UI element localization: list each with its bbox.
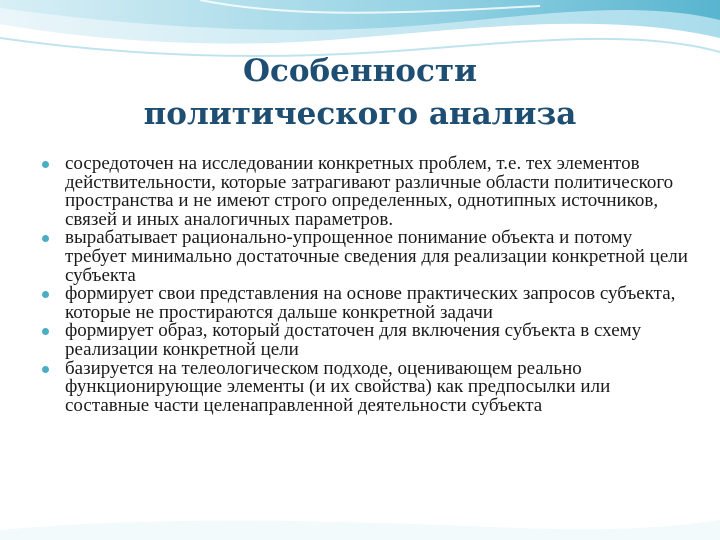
footer-wave-decoration (0, 500, 720, 540)
title-line-2: политического анализа (143, 96, 577, 132)
list-item (42, 229, 692, 285)
bullet-icon (42, 161, 49, 168)
bullet-text: базируется на телеологическом подходе, оценивающем реально функционирующие элементы (и их свойства) как предпосылки или составные части целенаправленной деятельности субъекта (65, 357, 611, 416)
slide-title (0, 50, 720, 136)
title-line-1: Особенности (242, 53, 478, 89)
bullet-icon (42, 328, 49, 335)
bullet-icon (42, 235, 49, 242)
bullet-icon (42, 366, 49, 373)
list-item (42, 322, 692, 359)
bullet-text: сосредоточен на исследовании конкретных проблем, т.е. тех элементов действительности, которые затрагивают различные области политического пространства и не имеют строго определенных, однотипных источников, связей и иных аналогичных параметров. (65, 153, 674, 230)
list-item (42, 285, 692, 322)
bullet-text: вырабатывает рационально-упрощенное понимание объекта и потому требует минимально достаточные сведения для реализации конкретной цели субъекта (65, 227, 688, 286)
bullet-list (42, 155, 692, 415)
bullet-text: формирует свои представления на основе практических запросов субъекта, которые не простираются дальше конкретной задачи (65, 283, 676, 323)
bullet-icon (42, 291, 49, 298)
list-item (42, 155, 692, 229)
bullet-text: формирует образ, который достаточен для включения субъекта в схему реализации конкретной цели (65, 320, 642, 360)
list-item (42, 357, 692, 416)
